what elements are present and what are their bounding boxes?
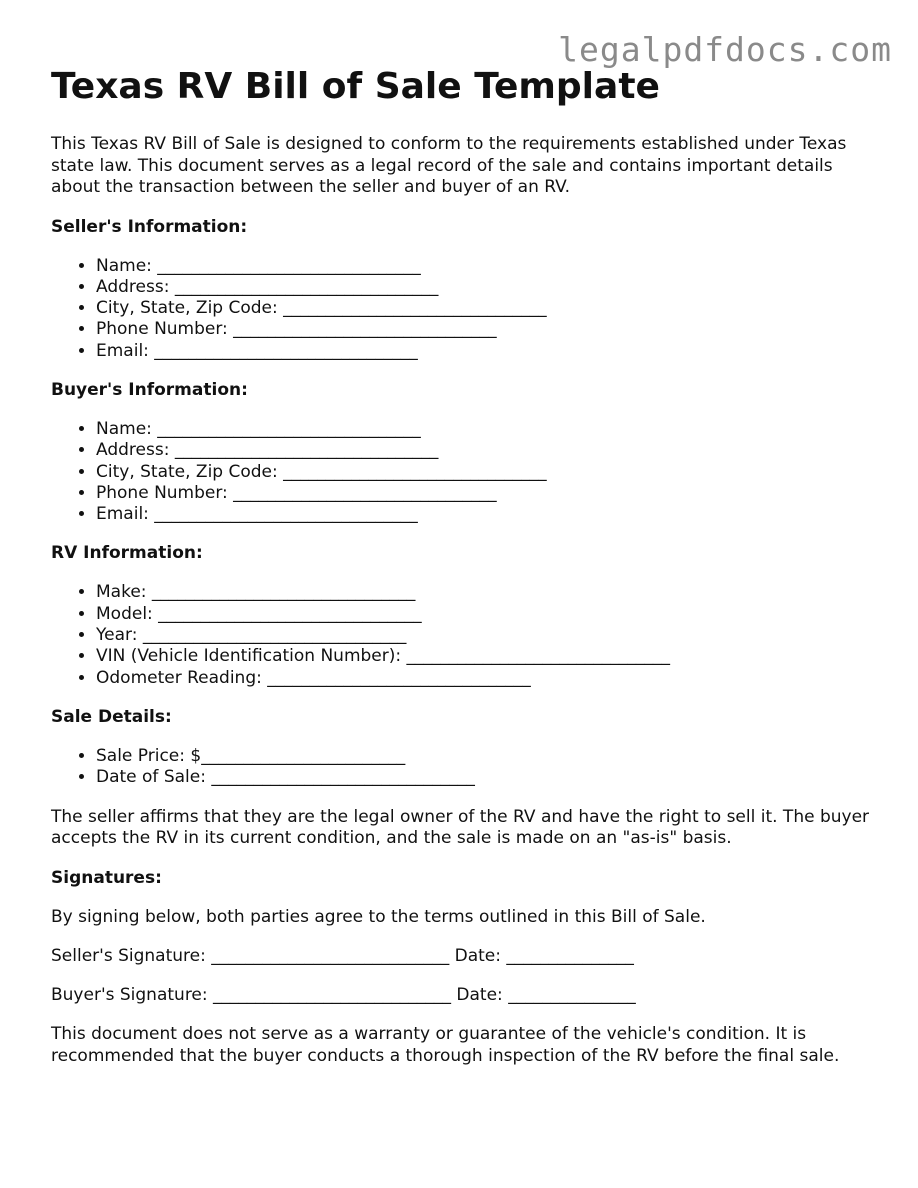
seller-heading: Seller's Information: (51, 216, 248, 237)
document-body (51, 66, 881, 1085)
sale-price-field: • Sale Price: $________________________ (96, 746, 881, 767)
seller-signature-line: Seller's Signature: ____________________________ Date: _______________ (51, 946, 634, 967)
sale-fields (51, 746, 881, 789)
seller-name-field: • Name: _______________________________ (96, 256, 881, 277)
page-title: Texas RV Bill of Sale Template (51, 66, 660, 107)
buyer-fields (51, 419, 881, 525)
buyer-city-field: • City, State, Zip Code: _______________________________ (96, 462, 881, 483)
buyer-heading: Buyer's Information: (51, 379, 248, 400)
seller-email-field: • Email: _______________________________ (96, 341, 881, 362)
buyer-phone-field: • Phone Number: _______________________________ (96, 483, 881, 504)
buyer-address-field: • Address: _______________________________ (96, 440, 881, 461)
rv-odometer-field: • Odometer Reading: _______________________________ (96, 668, 881, 689)
rv-make-field: • Make: _______________________________ (96, 582, 881, 603)
seller-city-field: • City, State, Zip Code: _______________________________ (96, 298, 881, 319)
rv-heading: RV Information: (51, 543, 203, 564)
sale-date-field: • Date of Sale: _______________________________ (96, 767, 881, 788)
buyer-name-field: • Name: _______________________________ (96, 419, 881, 440)
buyer-email-field: • Email: _______________________________ (96, 504, 881, 525)
rv-fields (51, 582, 881, 688)
rv-year-field: • Year: _______________________________ (96, 625, 881, 646)
intro-paragraph: This Texas RV Bill of Sale is designed to conform to the requirements established under Texas state law. This document serves as a legal record of the sale and contains important details about the transaction between the seller and buyer of an RV. (51, 134, 847, 197)
affirmation-paragraph: The seller affirms that they are the legal owner of the RV and have the right to sell it. The buyer accepts the RV in its current condition, and the sale is made on an "as-is" basis. (51, 806, 870, 849)
buyer-signature-line: Buyer's Signature: ____________________________ Date: _______________ (51, 985, 636, 1006)
rv-model-field: • Model: _______________________________ (96, 604, 881, 625)
agreement-text: By signing below, both parties agree to the terms outlined in this Bill of Sale. (51, 906, 706, 927)
watermark: legalpdfdocs.com (558, 30, 892, 69)
rv-vin-field: • VIN (Vehicle Identification Number): _______________________________ (96, 646, 881, 667)
sale-heading: Sale Details: (51, 706, 172, 727)
disclaimer-paragraph: This document does not serve as a warranty or guarantee of the vehicle's condition. It is recommended that the buyer conducts a thorough inspection of the RV before the final sale. (51, 1024, 840, 1066)
seller-address-field: • Address: _______________________________ (96, 277, 881, 298)
seller-phone-field: • Phone Number: _______________________________ (96, 319, 881, 340)
seller-fields (51, 256, 881, 362)
signatures-heading: Signatures: (51, 867, 162, 888)
